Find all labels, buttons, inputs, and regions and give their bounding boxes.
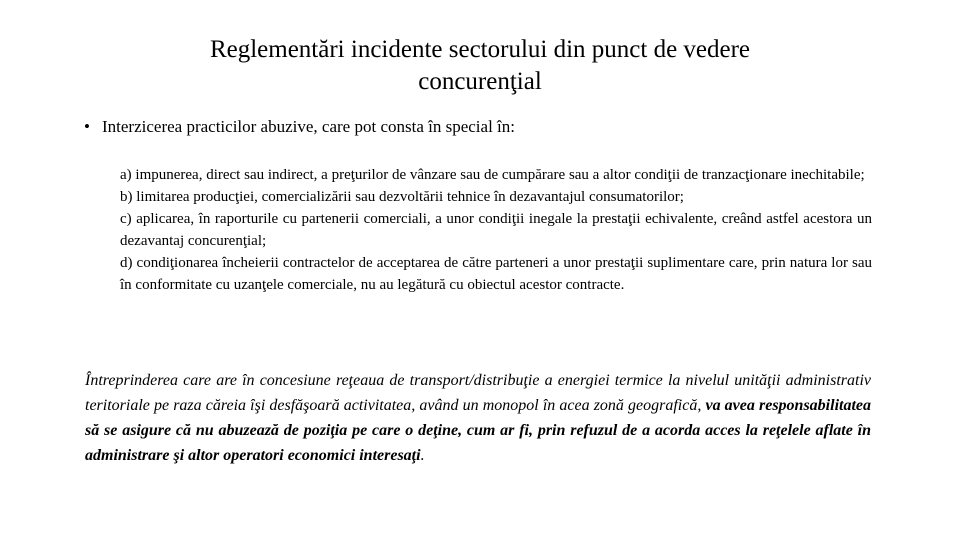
closing-bold-text: va avea responsabilitatea să se asigure că nu abuzează de poziţia pe care o deţine, cum ar fi, prin refuzul de a acorda acces la reţelele aflate în administrare şi altor operatori economici interesaţi <box>85 397 872 464</box>
page-title <box>80 34 880 98</box>
title-line-1: Reglementări incidente sectorului din punct de vedere <box>209 36 751 63</box>
closing-normal-text: Întreprinderea care are în concesiune reţeaua de transport/distribuţie a energiei termice la nivelul unităţii administrativ teritoriale pe raza căreia îşi desfăşoară activitatea, având un monopol în acea zonă geografică, <box>85 372 871 414</box>
list-item-c: c) aplicarea, în raporturile cu partenerii comerciali, a unor condiţii inegale la prestaţii echivalente, creând astfel acestora un dezavantaj concurenţial; <box>120 211 872 249</box>
practice-list <box>120 164 872 296</box>
bullet-suffix: , care pot consta în special în: <box>313 117 515 136</box>
bullet-emphasis: practicilor abuzive <box>186 117 314 136</box>
list-item-a: a) impunerea, direct sau indirect, a preţurilor de vânzare sau de cumpărare sau a altor condiţii de tranzacţionare inechitabile; <box>120 167 865 183</box>
closing-end: . <box>420 447 425 464</box>
bullet-prefix: Interzicerea <box>102 117 187 136</box>
list-item-b: b) limitarea producţiei, comercializării sau dezvoltării tehnice în dezavantajul consumatorilor; <box>120 189 684 205</box>
closing-paragraph <box>85 368 871 468</box>
bullet-intro <box>84 116 884 138</box>
list-item-d: d) condiţionarea încheierii contractelor de acceptarea de către parteneri a unor prestaţii suplimentare care, prin natura lor sau în conformitate cu uzanţele comerciale, nu au legătură cu obiectul acestor contracte. <box>120 255 872 293</box>
title-line-2: concurenţial <box>418 68 542 95</box>
bullet-icon: • <box>84 117 90 136</box>
